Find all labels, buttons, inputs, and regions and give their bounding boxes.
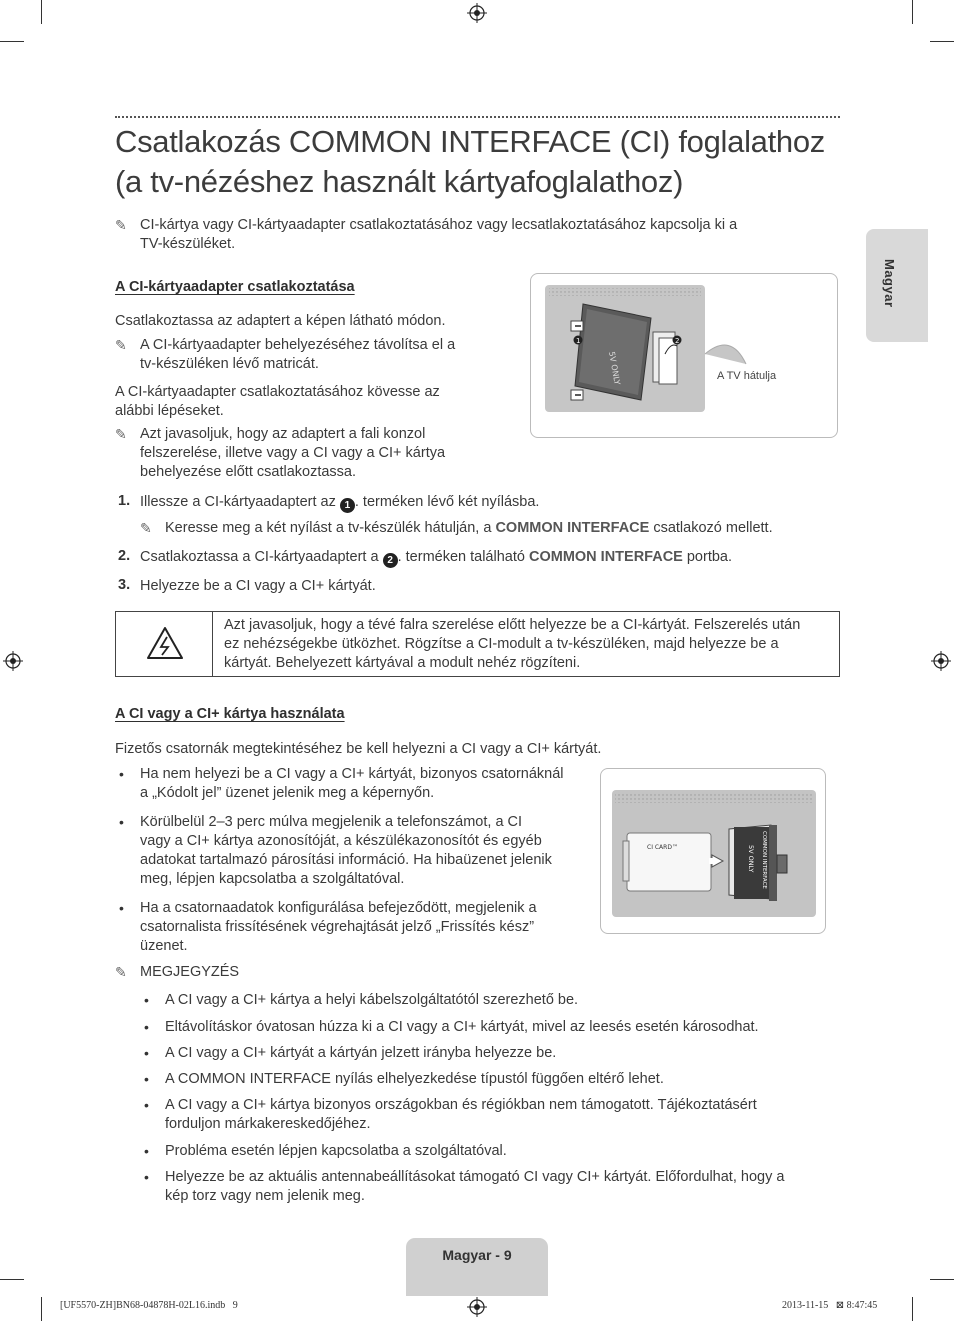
step-number: 3. — [118, 577, 131, 593]
warning-box — [115, 611, 840, 677]
note-pencil-icon: ✎ — [115, 426, 127, 442]
note-item: A CI vagy a CI+ kártya a helyi kábelszolgáltatótól szerezhető be. — [165, 992, 579, 1008]
svg-text:2: 2 — [675, 337, 680, 345]
language-side-tab-label: Magyar — [882, 259, 897, 308]
bullet-icon: • — [144, 1019, 149, 1035]
module-label: COMMON INTERFACE — [761, 831, 767, 889]
bullet-icon: • — [144, 1143, 149, 1159]
section-heading-adapter: A CI-kártyaadapter csatlakoztatása — [115, 279, 355, 295]
print-timestamp: 2013-11-15 ⊠ 8:47:45 — [782, 1300, 878, 1311]
svg-text:1: 1 — [576, 337, 581, 345]
ci-bullet-3: Ha a csatornaadatok konfigurálása befejeződött, megjelenik a csatornalista frissítésének végrehajtását jelző „Frissítés kész” üzenet. — [140, 900, 537, 954]
bullet-icon: • — [119, 814, 124, 830]
bullet-icon: • — [144, 992, 149, 1008]
adapter-note-wallmount: Azt javasoljuk, hogy az adaptert a fali konzol felszerelése, illetve vagy a CI vagy a CI+ kártya behelyezése előtt csatlakoztassa. — [140, 426, 446, 480]
crop-mark — [930, 41, 954, 42]
bullet-icon: • — [144, 1071, 149, 1087]
page-number-tab — [406, 1238, 548, 1296]
page-title-line2: (a tv-nézéshez használt kártyafoglalathoz) — [115, 164, 684, 199]
note-item: A COMMON INTERFACE nyílás elhelyezkedése típustól függően eltérő lehet. — [165, 1071, 664, 1087]
step-2-text: Csatlakoztassa a CI-kártyaadaptert a 2 . terméken található COMMON INTERFACE portba. — [140, 549, 733, 566]
crop-mark — [912, 0, 913, 24]
ci-card-insert-illustration — [601, 769, 825, 933]
step-1-text: Illessze a CI-kártyaadaptert az 1 . terméken lévő két nyílásba. — [140, 494, 540, 511]
section-heading-ci-card: A CI vagy a CI+ kártya használata — [115, 706, 345, 722]
registration-mark-icon — [467, 1297, 487, 1317]
registration-mark-icon — [467, 3, 487, 23]
note-pencil-icon: ✎ — [115, 217, 127, 233]
note-pencil-icon: ✎ — [115, 964, 127, 980]
bullet-icon: • — [144, 1097, 149, 1113]
circle-number-1-icon: 1 — [340, 498, 355, 513]
warning-text: Azt javasoljuk, hogy a tévé falra szerelése előtt helyezze be a CI-kártyát. Felszerelés után ez nehézségekbe ütközhet. Rögzítse a CI-modult a tv-készüléken, majd helyezze be a kártyát. Behelyezett kártyával a modult nehéz rögzíteni. — [224, 617, 801, 671]
note-pencil-icon: ✎ — [140, 520, 152, 536]
intro-note-line: TV-készüléket. — [140, 236, 236, 252]
bullet-icon: • — [144, 1169, 149, 1185]
print-file-info: [UF5570-ZH]BN68-04878H-02L16.indb 9 — [60, 1300, 238, 1311]
intro-note — [140, 216, 840, 254]
bullet-icon: • — [144, 1045, 149, 1061]
ci-card-figure — [600, 768, 826, 934]
warning-triangle-icon — [146, 626, 184, 660]
page-title-line1: Csatlakozás COMMON INTERFACE (CI) foglalathoz — [115, 124, 826, 159]
step-3-text: Helyezze be a CI vagy a CI+ kártyát. — [140, 578, 376, 594]
step-number: 2. — [118, 548, 131, 564]
figure-caption-tv-back: A TV hátulja — [717, 370, 777, 382]
adapter-figure — [530, 273, 838, 438]
adapter-instruction: Csatlakoztassa az adaptert a képen látható módon. — [115, 313, 446, 329]
warning-separator — [212, 612, 213, 676]
module-label-voltage: 5V ONLY — [747, 845, 755, 873]
step-1-subnote: Keresse meg a két nyílást a tv-készülék hátulján, a COMMON INTERFACE csatlakozó mellett. — [165, 520, 773, 536]
ci-card-label: CI CARD™ — [647, 844, 678, 851]
circle-number-2-icon: 2 — [383, 553, 398, 568]
crop-mark — [41, 0, 42, 24]
note-item: Eltávolításkor óvatosan húzza ki a CI vagy a CI+ kártyát, mivel az leesés esetén károsodhat. — [165, 1019, 759, 1035]
language-side-tab — [866, 229, 928, 342]
intro-note-line: CI-kártya vagy CI-kártyaadapter csatlakoztatásához vagy lecsatlakoztatásához kapcsolja ki a — [140, 217, 738, 233]
page-number-label: Magyar - 9 — [442, 1247, 512, 1263]
note-item: Helyezze be az aktuális antennabeállításokat támogató CI vagy CI+ kártyát. Előfordulhat, hogy a kép torz vagy nem jelenik meg. — [165, 1169, 785, 1204]
note-pencil-icon: ✎ — [115, 337, 127, 353]
notes-heading: MEGJEGYZÉS — [140, 964, 240, 980]
bullet-icon: • — [119, 766, 124, 782]
adapter-card-label: 5V ONLY — [607, 350, 622, 386]
ci-bullet-1: Ha nem helyezi be a CI vagy a CI+ kártyát, bizonyos csatornáknál a „Kódolt jel” üzenet jelenik meg a képernyőn. — [140, 766, 564, 801]
note-item: A CI vagy a CI+ kártya bizonyos országokban és régiókban nem támogatott. Tájékoztatásért forduljon márkakereskedőjéhez. — [165, 1097, 757, 1132]
crop-mark — [0, 1279, 24, 1280]
step-number: 1. — [118, 493, 131, 509]
registration-mark-icon — [3, 651, 23, 671]
note-item: A CI vagy a CI+ kártyát a kártyán jelzett irányba helyezze be. — [165, 1045, 557, 1061]
ci-bullet-2: Körülbelül 2–3 perc múlva megjelenik a telefonszámot, a CI vagy a CI+ kártya azonosítóját, a készülékazonosítót és egyéb adatokat tartalmazó párosítási információ. Ha hibaüzenet jelenik meg, lépjen kapcsolatba a szolgáltatóval. — [140, 814, 552, 887]
registration-mark-icon — [931, 651, 951, 671]
crop-mark — [0, 41, 24, 42]
title-rule — [115, 116, 840, 118]
note-item: Probléma esetén lépjen kapcsolatba a szolgáltatóval. — [165, 1143, 507, 1159]
adapter-steps-intro: A CI-kártyaadapter csatlakoztatásához kövesse az alábbi lépéseket. — [115, 384, 440, 419]
bullet-icon: • — [119, 900, 124, 916]
tv-back-adapter-illustration — [531, 274, 837, 437]
adapter-note-sticker: A CI-kártyaadapter behelyezéséhez távolítsa el a tv-készüléken lévő matricát. — [140, 337, 456, 372]
crop-mark — [912, 1297, 913, 1321]
crop-mark — [41, 1297, 42, 1321]
crop-mark — [930, 1279, 954, 1280]
ci-card-intro: Fizetős csatornák megtekintéséhez be kell helyezni a CI vagy a CI+ kártyát. — [115, 741, 602, 757]
page-title — [115, 122, 875, 202]
